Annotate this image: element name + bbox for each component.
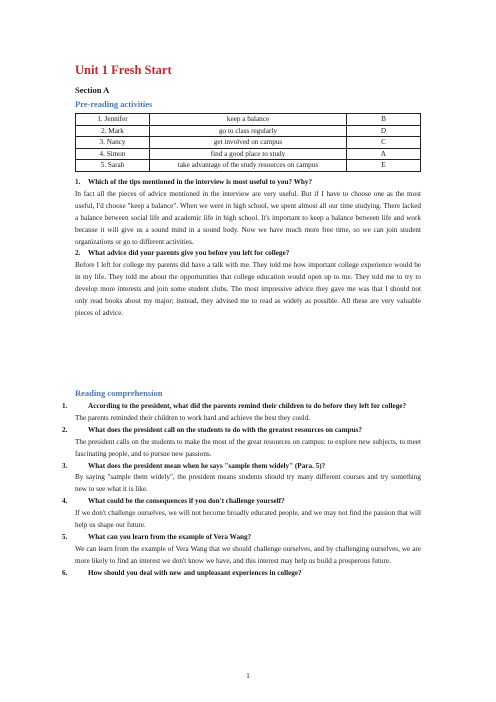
- answer: The parents reminded their children to work hard and achieve the best they could.: [75, 413, 311, 422]
- table-cell-name: 1. Jennifer: [76, 114, 150, 126]
- question-text: What does the president mean when he says "sample them widely" (Para. 5)?: [88, 461, 326, 470]
- page-number: 1: [246, 671, 250, 680]
- answer: Before I left for college my parents did have a talk with me. They told me how important college experience would be in my life. They told me about the opportunities that college education would open up to me. They told me to try to develop more interests and join some student clubs. The most impressive advice they gave me was that I should not only read books about my major; instead, they advised me to read as widely as possible. All these are very valuable pieces of advice.: [75, 261, 421, 317]
- answer: If we don't challenge ourselves, we will not become broadly educated people, and we may not find the passion that will help us shape our future.: [75, 509, 421, 530]
- table-row: [76, 148, 421, 160]
- table-cell-letter: A: [347, 148, 421, 160]
- question-number: 1.: [62, 402, 68, 410]
- question-text: How should you deal with new and unpleasant experiences in college?: [88, 568, 302, 577]
- table-cell-name: 2. Mark: [76, 125, 150, 137]
- question: [62, 532, 421, 544]
- answer: By saying "sample them widely", the president means students should try many different courses and try something new to see what it is like.: [75, 473, 421, 494]
- pre-reading-questions: [75, 177, 421, 320]
- question-text: What does the president call on the students to do with the greatest resources on campus?: [88, 425, 362, 434]
- table-cell-name: 3. Nancy: [76, 137, 150, 149]
- question: [75, 177, 421, 189]
- tips-table: [75, 113, 421, 172]
- table-cell-tip: get involved on campus: [150, 137, 347, 149]
- answer: The president calls on the students to make the most of the great resources on campus: to explore new subjects, to meet fascinating people, and to pursue new passions.: [75, 437, 421, 458]
- question-number: 2.: [62, 425, 68, 434]
- question-number: 1.: [75, 178, 81, 186]
- question: [62, 496, 421, 508]
- question: [62, 461, 421, 473]
- table-row: [76, 137, 421, 149]
- table-row: [76, 125, 421, 137]
- reading-questions: [62, 401, 421, 580]
- table-cell-tip: take advantage of the study resources on campus: [150, 160, 347, 172]
- question: [75, 248, 421, 260]
- table-cell-letter: C: [347, 137, 421, 149]
- question-number: 5.: [62, 532, 68, 541]
- question-text: Which of the tips mentioned in the interview is most useful to you? Why?: [88, 178, 313, 186]
- section-heading: Section A: [75, 85, 110, 95]
- question: [62, 401, 421, 413]
- table-cell-tip: find a good place to study: [150, 148, 347, 160]
- question-number: 3.: [62, 461, 68, 470]
- question-text: According to the president, what did the parents remind their children to do before they left for college?: [88, 402, 407, 410]
- question: [62, 425, 421, 437]
- answer: We can learn from the example of Vera Wang that we should challenge ourselves, and by challenging ourselves, we are more likely to find an interest we don't know we have, and this interest may help us build a prosperous future.: [75, 544, 421, 565]
- table-cell-letter: B: [347, 114, 421, 126]
- table-cell-letter: E: [347, 160, 421, 172]
- question-text: What could be the consequences if you don't challenge yourself?: [88, 497, 285, 506]
- question-number: 4.: [62, 497, 68, 506]
- pre-reading-heading: Pre-reading activities: [75, 99, 153, 109]
- table-cell-tip: go to class regularly: [150, 125, 347, 137]
- question-text: What advice did your parents give you before you left for college?: [88, 249, 290, 258]
- table-cell-tip: keep a balance: [150, 114, 347, 126]
- table-cell-name: 5. Sarah: [76, 160, 150, 172]
- reading-comprehension-heading: Reading comprehension: [75, 388, 163, 398]
- question-number: 2.: [75, 249, 81, 258]
- table-row: [76, 114, 421, 126]
- table-cell-name: 4. Simon: [76, 148, 150, 160]
- table-row: [76, 160, 421, 172]
- question: [62, 568, 421, 580]
- question-number: 6.: [62, 568, 68, 577]
- question-text: What can you learn from the example of Vera Wang?: [88, 532, 252, 541]
- unit-title: Unit 1 Fresh Start: [75, 63, 172, 77]
- answer: In fact all the pieces of advice mentioned in the interview are very useful. But if I have to choose one as the most useful, I'd choose "keep a balance". When we were in high school, we spent almost all our time studying. There lacked a balance between social life and academic life in high school. It's important to keep a balance between life and work because it will give us a sound mind in a sound body. Now we have much more free time, so we can join student organizations or go to different activities.: [75, 189, 421, 246]
- table-cell-letter: D: [347, 125, 421, 137]
